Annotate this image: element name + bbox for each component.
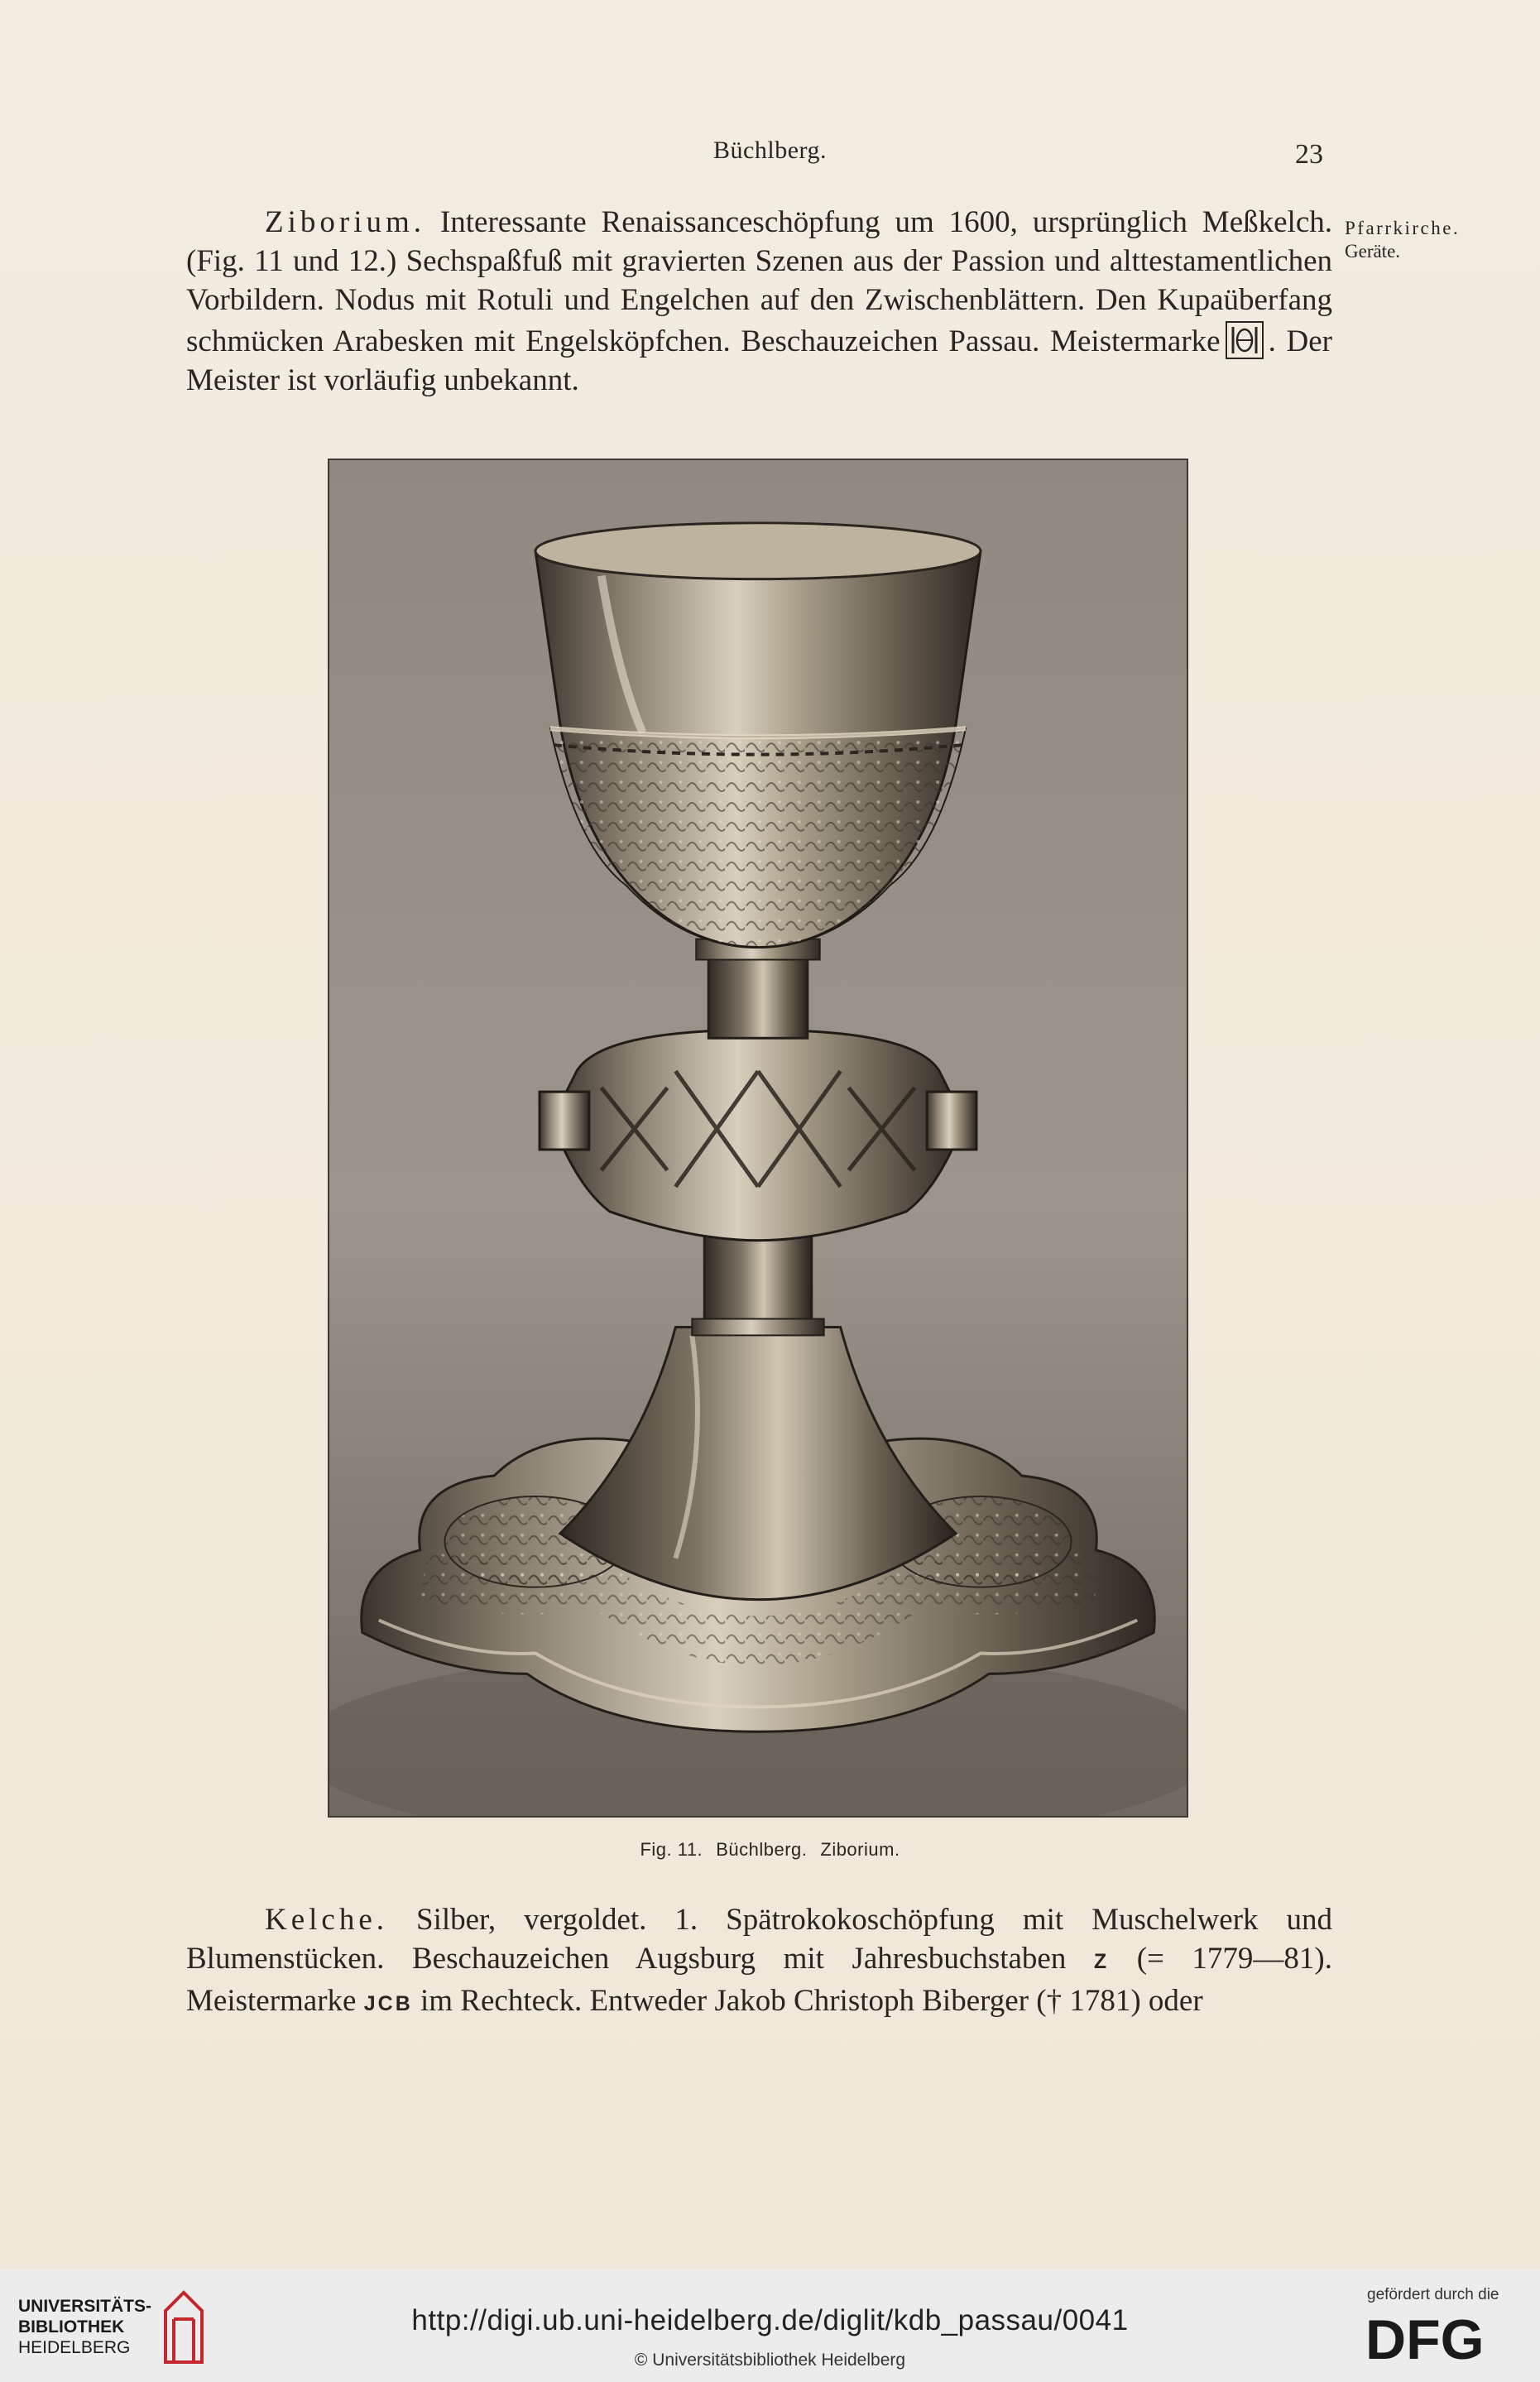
caption-title: Ziborium. bbox=[820, 1839, 900, 1860]
digitization-url-link[interactable]: http://digi.ub.uni-heidelberg.de/diglit/kdb_passau/0041 bbox=[411, 2304, 1129, 2336]
funding-note: gefördert durch die bbox=[1367, 2286, 1499, 2303]
library-line-1: UNIVERSITÄTS- bbox=[18, 2297, 152, 2316]
dfg-logo bbox=[1365, 2309, 1523, 2367]
dfg-logo-text: DFG bbox=[1365, 2309, 1485, 2367]
digitization-footer bbox=[0, 2269, 1540, 2382]
term-ziborium: Ziborium. bbox=[265, 205, 426, 239]
paragraph-ziborium bbox=[186, 203, 1332, 400]
marginal-geraete: Geräte. bbox=[1345, 241, 1401, 262]
master-mark-icon bbox=[1224, 319, 1265, 361]
library-line-3: HEIDELBERG bbox=[18, 2338, 131, 2357]
maker-mark: JCB bbox=[363, 1992, 413, 2015]
year-letter: Z bbox=[1093, 1950, 1110, 1973]
caption-number: Fig. 11. bbox=[640, 1839, 703, 1860]
paragraph-kelche-text: Silber, vergoldet. 1. Spätrokokoschöpfung mit Muschelwerk und Blumenstücken. Beschauzeichen Augsburg mit Jahresbuchstaben bbox=[186, 1903, 1332, 1976]
paragraph-ziborium-text: Interessante Renaissanceschöpfung um 1600, ursprünglich Meßkelch. (Fig. 11 und 12.) Sechspaßfuß mit gravierten Szenen aus der Passion und alttestamentlichen Vorbildern. Nodus mit Rotuli und Engelchen auf den Zwischenblättern. Den Kupaüberfang schmücken Arabesken mit Engelsköpfchen. Beschauzeichen Passau. Meistermarke bbox=[186, 205, 1332, 358]
marginal-pfarrkirche: Pfarrkirche. bbox=[1345, 218, 1461, 238]
term-kelche: Kelche. bbox=[265, 1903, 389, 1937]
marginal-note bbox=[1345, 217, 1460, 263]
paragraph-kelche bbox=[186, 1900, 1332, 2024]
paragraph-kelche-text-b: (= 1779—81). Meistermarke bbox=[186, 1942, 1332, 2018]
library-line-2: BIBLIOTHEK bbox=[18, 2317, 125, 2336]
caption-place: Büchlberg. bbox=[716, 1839, 808, 1860]
page-number: 23 bbox=[1295, 139, 1323, 170]
ziborium-photograph bbox=[328, 459, 1188, 1818]
ziborium-illustration bbox=[329, 460, 1187, 1816]
copyright-notice: © Universitätsbibliothek Heidelberg bbox=[634, 2351, 906, 2370]
paragraph-ziborium-end: . Der Meister ist vorläufig unbekannt. bbox=[186, 324, 1332, 397]
figure-caption bbox=[0, 1839, 1540, 1861]
paragraph-kelche-end: im Rechteck. Entweder Jakob Christoph Biberger († 1781) oder bbox=[412, 1984, 1203, 2018]
running-head: Büchlberg. bbox=[713, 137, 827, 164]
